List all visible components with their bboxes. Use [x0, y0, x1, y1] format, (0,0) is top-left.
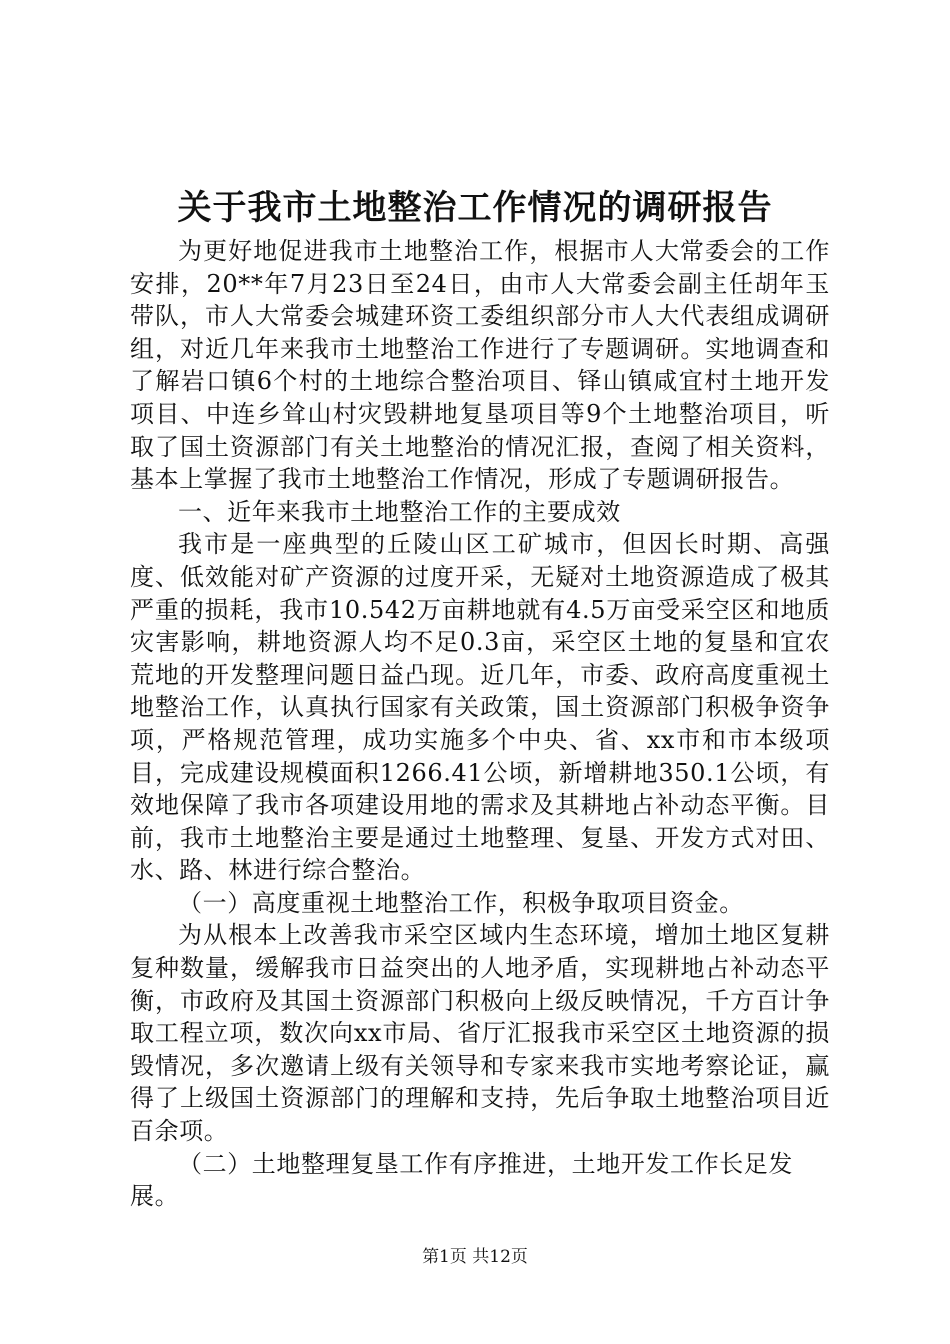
section-heading-1: 一、近年来我市土地整治工作的主要成效: [178, 497, 621, 526]
page-indicator: 第1页 共12页: [422, 1247, 528, 1267]
intro-paragraph: 为更好地促进我市土地整治工作，根据市人大常委会的工作安排，20**年7月23日至24日，由市人大常委会副主任胡年玉带队，市人大常委会城建环资工委组织部分市人大代表组成调研组，对近几年来我市土地整治工作进行了专题调研。实地调查和了解岩口镇6个村的土地综合整治项目、铎山镇咸宜村土地开发项目、中连乡耸山村灾毁耕地复垦项目等9个土地整治项目，听取了国土资源部门有关土地整治的情况汇报，查阅了相关资料，基本上掌握了我市土地整治工作情况，形成了专题调研报告。: [130, 237, 830, 494]
document-title: 关于我市土地整治工作情况的调研报告: [177, 188, 773, 228]
document-body: [130, 235, 830, 1213]
subsection-heading-2: （二）土地整理复垦工作有序推进，土地开发工作长足发展。: [130, 1149, 793, 1211]
funding-paragraph: 为从根本上改善我市采空区域内生态环境，增加土地区复耕复种数量，缓解我市日益突出的人地矛盾，实现耕地占补动态平衡，市政府及其国土资源部门积极向上级反映情况，千方百计争取工程立项，数次向xx市局、省厅汇报我市采空区土地资源的损毁情况，多次邀请上级有关领导和专家来我市实地考察论证，赢得了上级国土资源部门的理解和支持，先后争取土地整治项目近百余项。: [130, 921, 830, 1146]
achievements-paragraph: 我市是一座典型的丘陵山区工矿城市，但因长时期、高强度、低效能对矿产资源的过度开采，无疑对土地资源造成了极其严重的损耗，我市10.542万亩耕地就有4.5万亩受采空区和地质灾害影响，耕地资源人均不足0.3亩，采空区土地的复垦和宜农荒地的开发整理问题日益凸现。近几年，市委、政府高度重视土地整治工作，认真执行国家有关政策，国土资源部门积极争资争项，严格规范管理，成功实施多个中央、省、xx市和市本级项目，完成建设规模面积1266.41公顷，新增耕地350.1公顷，有效地保障了我市各项建设用地的需求及其耕地占补动态平衡。目前，我市土地整治主要是通过土地整理、复垦、开发方式对田、水、路、林进行综合整治。: [130, 530, 830, 885]
subsection-heading-1: （一）高度重视土地整治工作，积极争取项目资金。: [178, 888, 744, 917]
